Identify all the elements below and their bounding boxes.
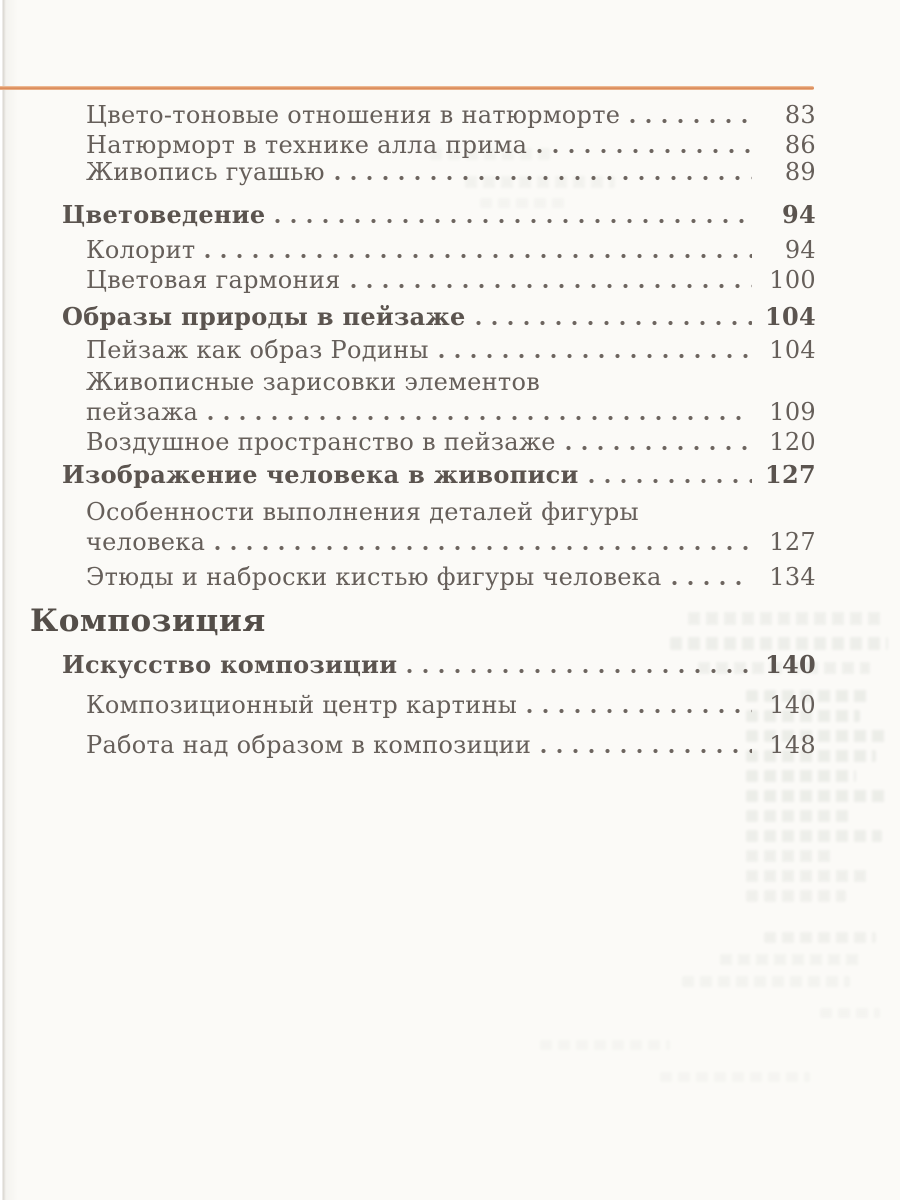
toc-entry-title: Живописные зарисовки элементов	[86, 368, 541, 396]
dot-leader	[541, 748, 752, 754]
toc-entry	[86, 427, 816, 457]
toc-entry-page: 86	[784, 131, 816, 159]
toc-entry-page: 89	[784, 158, 816, 186]
dot-leader	[439, 353, 752, 359]
toc-entry	[86, 497, 816, 557]
dot-leader	[566, 445, 752, 451]
toc-entry	[86, 157, 816, 187]
toc-entry-page: 127	[765, 460, 816, 489]
toc-entry	[86, 367, 816, 427]
toc-entry-title: Колорит	[86, 236, 196, 264]
dot-leader	[672, 580, 752, 586]
toc-entry-title: Искусство композиции	[62, 650, 398, 679]
toc-entry-page: 134	[769, 563, 816, 591]
toc-entry-page: 120	[769, 428, 816, 456]
dot-leader	[407, 668, 752, 674]
toc-entry-title: Цветовая гармония	[86, 266, 341, 294]
toc-entry-title: Изображение человека в живописи	[62, 460, 579, 489]
toc-entry	[86, 690, 816, 720]
toc-entry-page: 127	[769, 528, 816, 556]
toc-entry-page: 104	[769, 336, 816, 364]
toc-entry	[62, 460, 816, 490]
dot-leader	[335, 175, 752, 181]
toc-entry	[86, 265, 816, 295]
toc-entry-title: Живопись гуашью	[86, 158, 325, 186]
toc-entry	[86, 100, 816, 130]
dot-leader	[589, 478, 752, 484]
toc-entry	[30, 601, 816, 641]
toc-entry	[86, 730, 816, 760]
dot-leader	[351, 283, 752, 289]
dot-leader	[630, 118, 752, 124]
toc-entry-page: 140	[769, 691, 816, 719]
toc-entry-page: 140	[765, 650, 816, 679]
toc-entry	[62, 200, 816, 230]
dot-leader	[215, 545, 752, 551]
toc-entry-page: 109	[769, 398, 816, 426]
dot-leader	[476, 320, 752, 326]
toc-entry-title: Натюрморт в технике алла прима	[86, 131, 528, 159]
toc-entry-page: 100	[769, 266, 816, 294]
toc-entry-title: Цветоведение	[62, 200, 266, 229]
toc-entry-title: Этюды и наброски кистью фигуры человека	[86, 563, 662, 591]
dot-leader	[537, 148, 752, 154]
toc-entry-title: человека	[86, 528, 206, 556]
toc-entry	[86, 130, 816, 160]
toc-entry-title: пейзажа	[86, 398, 199, 426]
dot-leader	[275, 218, 752, 224]
toc-entry-page: 83	[784, 101, 816, 129]
toc-entry-title: Особенности выполнения деталей фигуры	[86, 498, 639, 526]
toc-entry-page: 148	[769, 731, 816, 759]
dot-leader	[205, 253, 752, 259]
toc-entry-title: Работа над образом в композиции	[86, 731, 532, 759]
toc-entry	[86, 235, 816, 265]
toc-entry-page: 94	[782, 200, 816, 229]
toc-entry-title: Пейзаж как образ Родины	[86, 336, 429, 364]
toc-entry	[62, 650, 816, 680]
toc-entry-page: 104	[765, 302, 816, 331]
toc-entry-title: Композиция	[30, 603, 266, 639]
toc-entry-title: Цвето-тоновые отношения в натюрморте	[86, 101, 621, 129]
toc-entry-title: Воздушное пространство в пейзаже	[86, 428, 556, 456]
toc-entry-title: Композиционный центр картины	[86, 691, 518, 719]
toc-entry-page: 94	[784, 236, 816, 264]
toc-entry	[86, 335, 816, 365]
toc-entry	[62, 302, 816, 332]
dot-leader	[208, 415, 752, 421]
toc-entry-title: Образы природы в пейзаже	[62, 302, 466, 331]
toc-entry	[86, 562, 816, 592]
dot-leader	[527, 708, 752, 714]
